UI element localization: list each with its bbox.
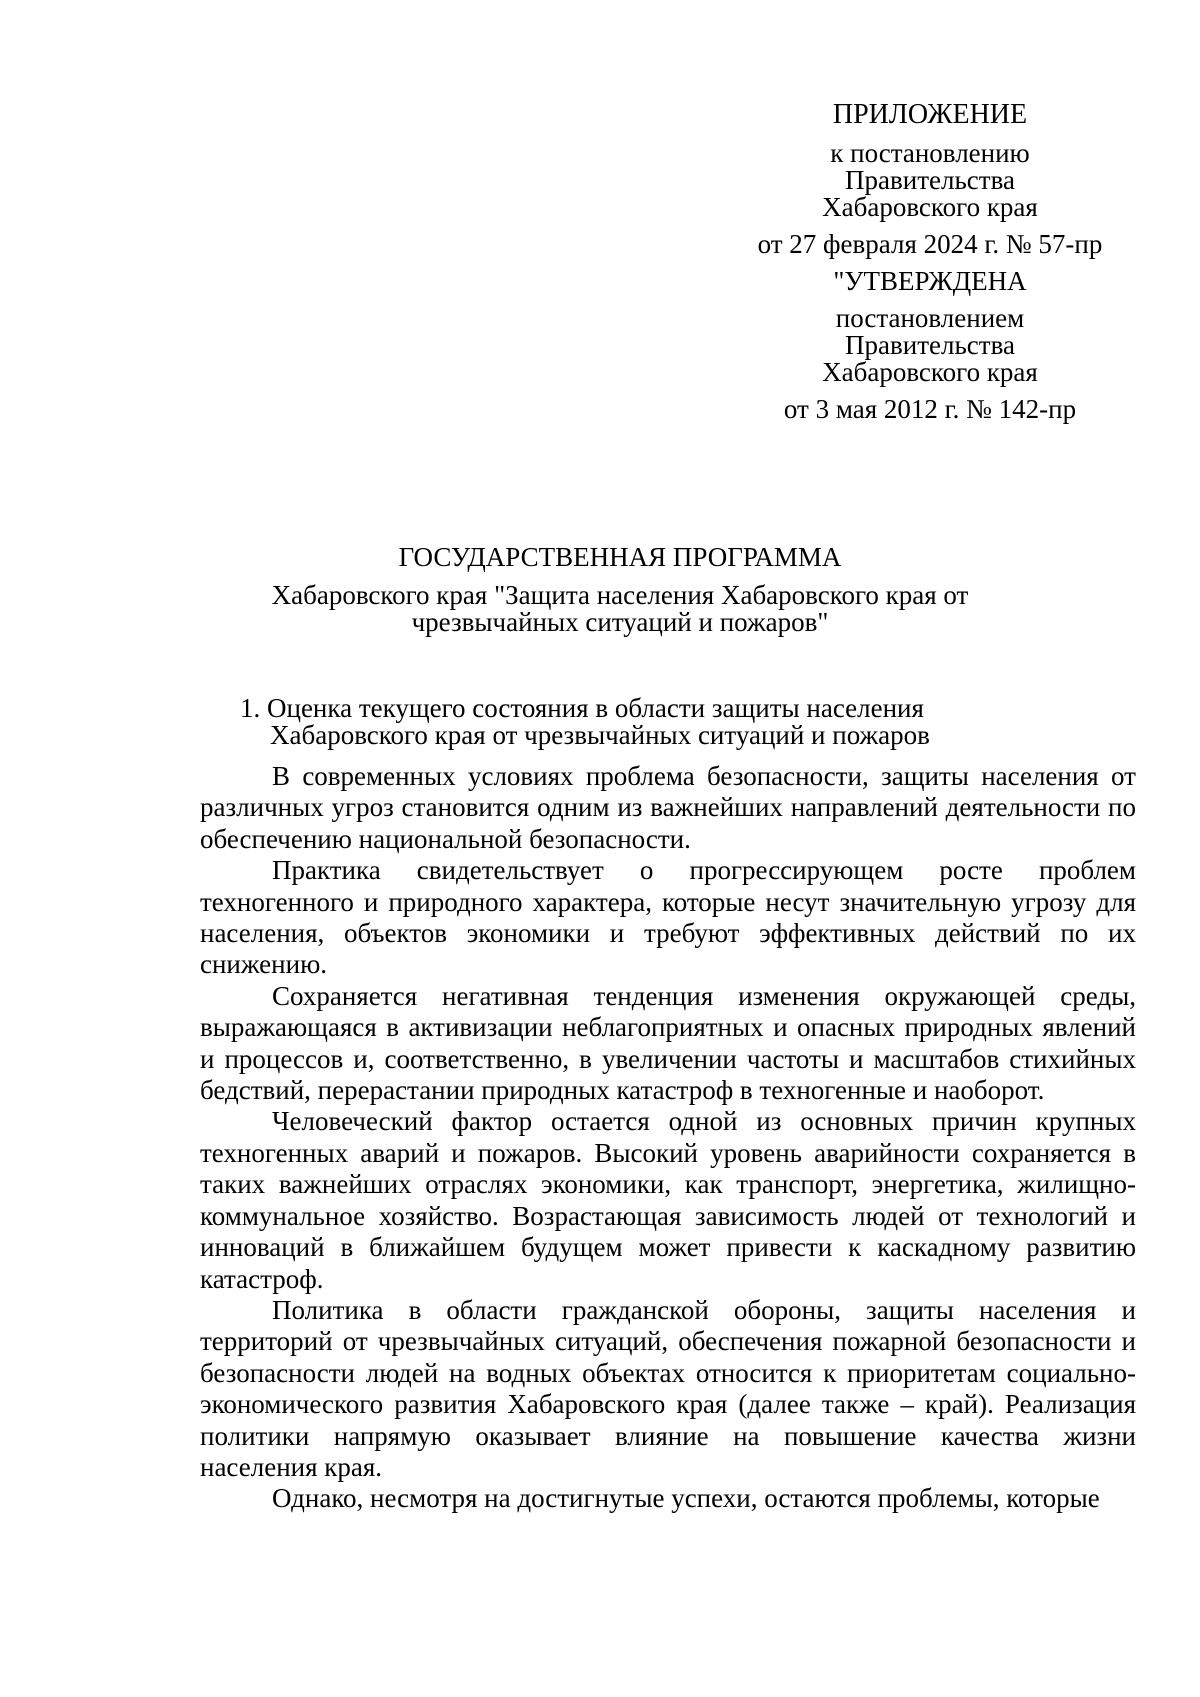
paragraph: Практика свидетельствует о прогрессирующем росте проблем техногенного и природного характера, которые несут значительную угрозу для населения, объектов экономики и требуют эффективных действий по их снижению. [200,855,1136,980]
paragraph: Сохраняется негативная тенденция изменения окружающей среды, выражающаяся в активизации неблагоприятных и опасных природных явлений и процессов и, соответственно, в увеличении частоты и масштабов стихийных бедствий, перерастании природных катастроф в техногенные и наоборот. [200,980,1136,1106]
paragraph: Политика в области гражданской обороны, защиты населения и территорий от чрезвычайных ситуаций, обеспечения пожарной безопасности и безопасности людей на водных объектах относится к приоритетам социально-экономического развития Хабаровского края (далее также – край). Реализация политики напрямую оказывает влияние на повышение качества жизни населения края. [200,1294,1136,1482]
appendix-block [740,100,1120,423]
appendix-title: ПРИЛОЖЕНИЕ [832,99,1028,130]
appendix-line-2: Правительства [845,165,1015,195]
approved-label: "УТВЕРЖДЕНА [833,266,1027,296]
approved-date-number: от 3 мая 2012 г. № 142-пр [783,394,1077,424]
program-subtitle: Хабаровского края "Защита населения Хабаровского края от чрезвычайных ситуаций и пожаров" [271,580,969,637]
appendix-line-1: к постановлению [830,138,1030,168]
appendix-date-number: от 27 февраля 2024 г. № 57-пр [757,229,1103,259]
paragraph: Человеческий фактор остается одной из основных причин крупных техногенных аварий и пожаров. Высокий уровень аварийности сохраняется в таких важнейших отраслях экономики, как транспорт, энергетика, жилищно-коммунальное хозяйство. Возрастающая зависимость людей от технологий и инноваций в ближайшем будущем может привести к каскадному развитию катастроф. [200,1106,1136,1294]
approved-line-2: Правительства [845,330,1015,360]
approved-line-1: постановлением [835,303,1025,333]
appendix-line-3: Хабаровского края [822,192,1038,222]
program-title: ГОСУДАРСТВЕННАЯ ПРОГРАММА [398,542,842,572]
section-heading: 1. Оценка текущего состояния в области защиты населения Хабаровского края от чрезвычайных ситуаций и пожаров [240,693,930,750]
section-body [200,761,1136,1515]
approved-line-3: Хабаровского края [822,357,1038,387]
paragraph: В современных условиях проблема безопасности, защиты населения от различных угроз становится одним из важнейших направлений деятельности по обеспечению национальной безопасности. [200,761,1136,854]
paragraph: Однако, несмотря на достигнутые успехи, остаются проблемы, которые [272,1483,1100,1514]
